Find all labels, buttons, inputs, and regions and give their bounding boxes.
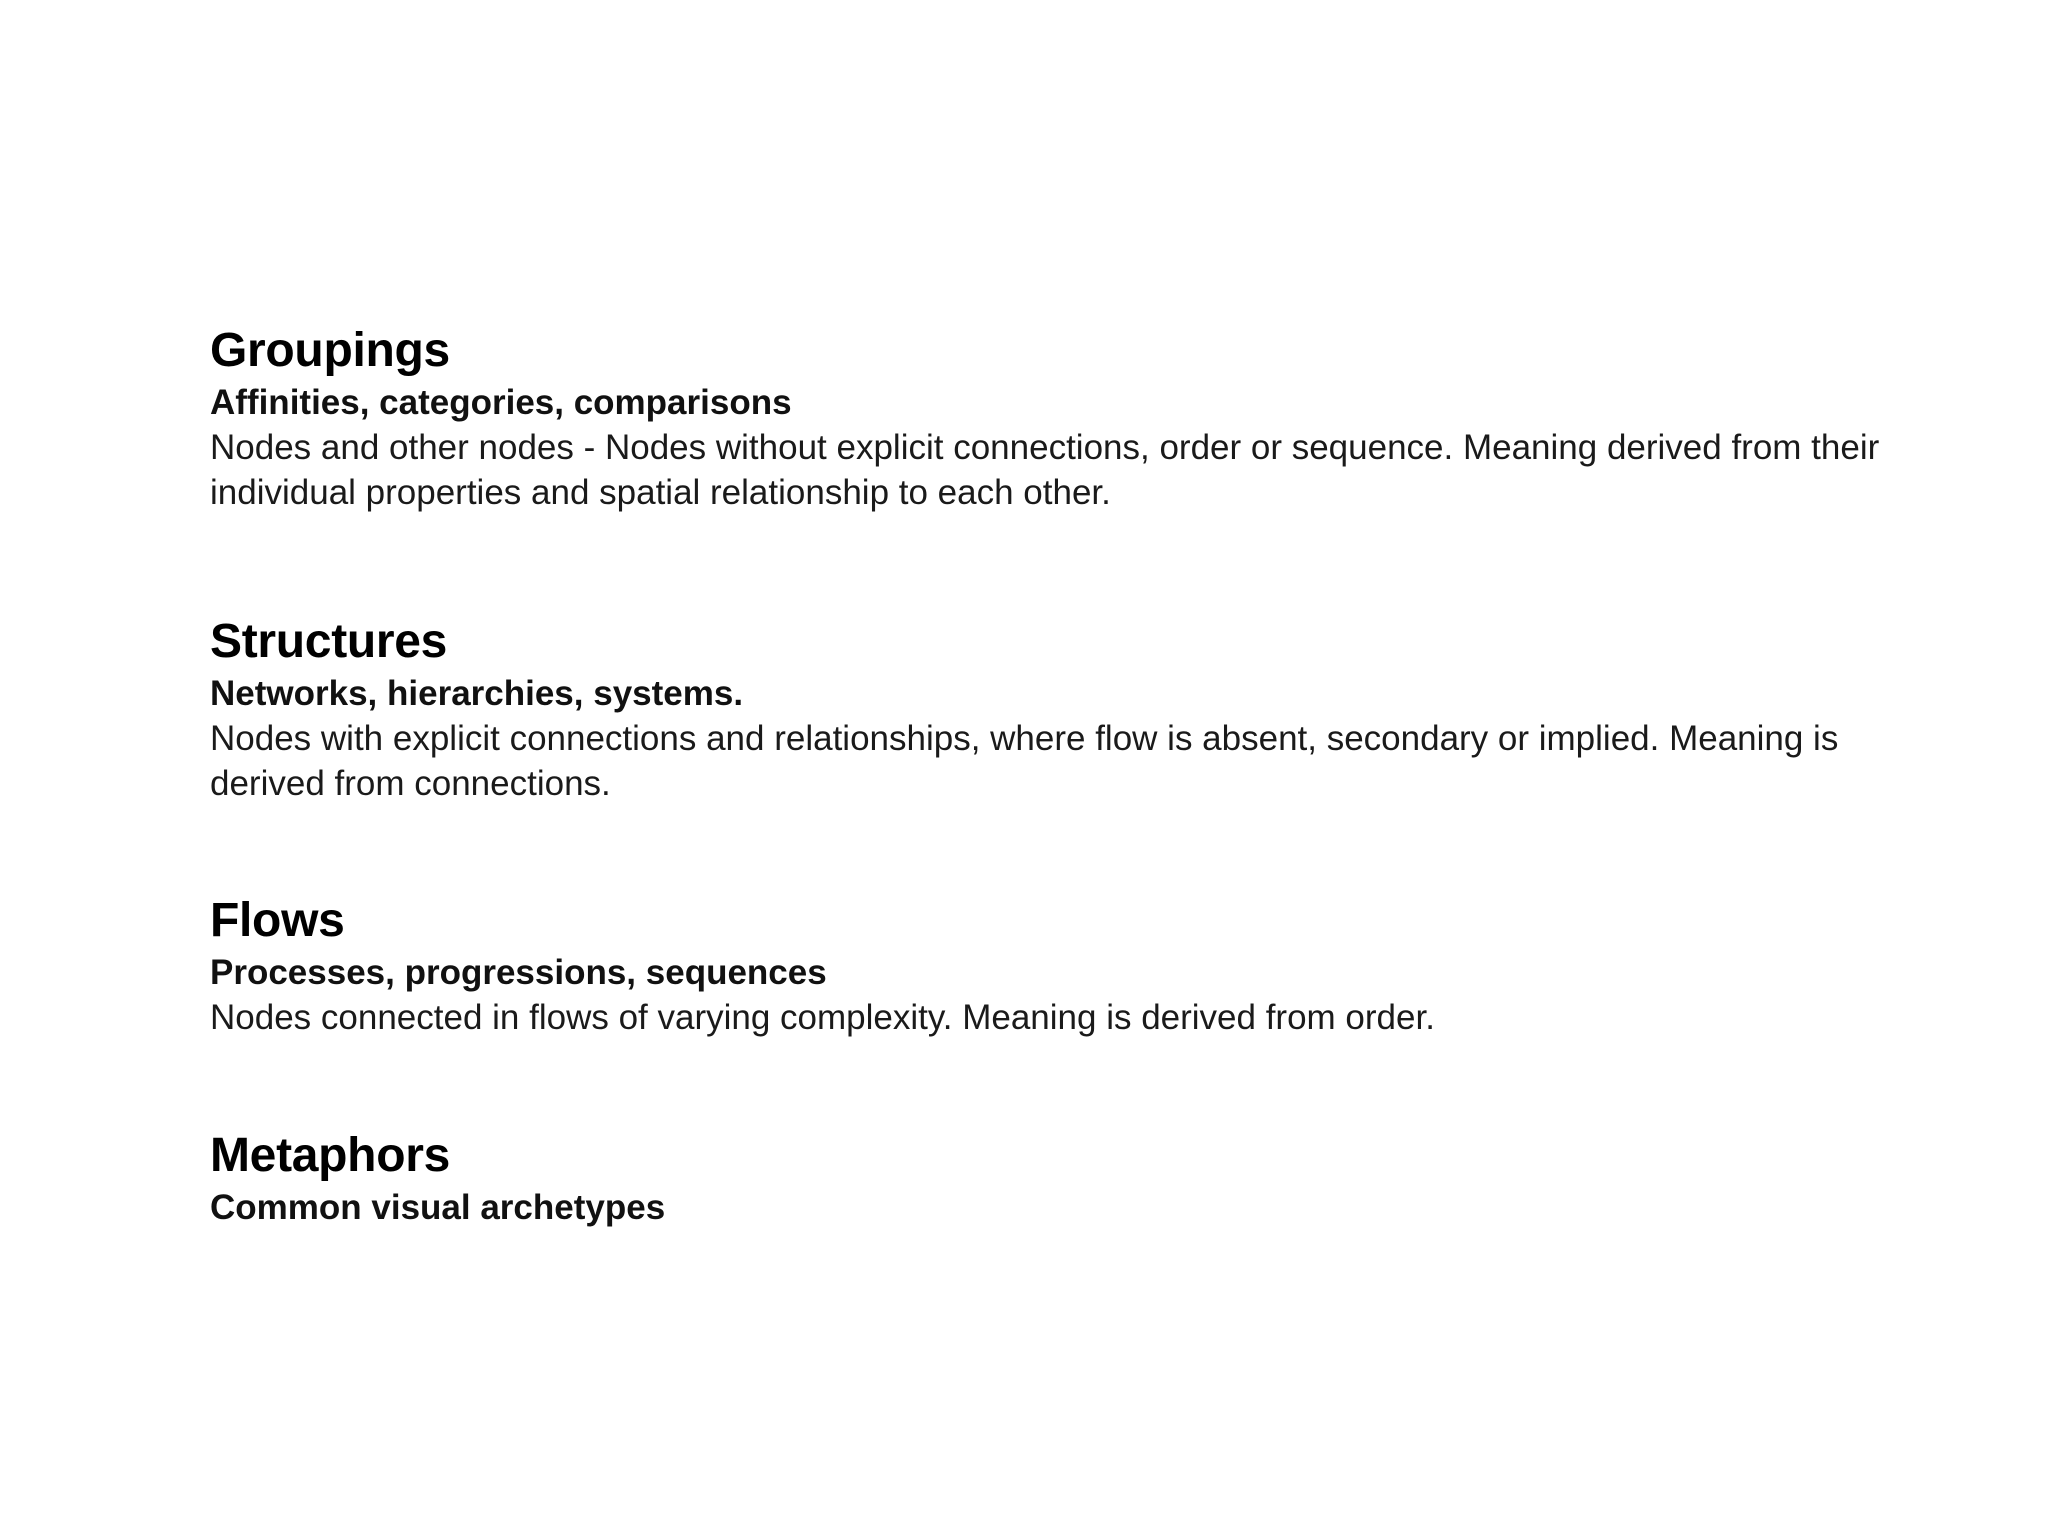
section-flows [210, 893, 1910, 1040]
section-title: Structures [210, 615, 448, 668]
section-title: Groupings [210, 324, 450, 377]
section-groupings [210, 323, 1910, 515]
section-title: Flows [210, 894, 345, 947]
section-title: Metaphors [210, 1129, 450, 1182]
section-metaphors [210, 1128, 1910, 1230]
section-subtitle: Processes, progressions, sequences [210, 953, 827, 992]
section-subtitle: Affinities, categories, comparisons [210, 383, 792, 422]
section-subtitle: Networks, hierarchies, systems. [210, 674, 744, 713]
section-description: Nodes and other nodes - Nodes without explicit connections, order or sequence. Meaning derived from their individual properties and spatial relationship to each other. [210, 428, 1880, 512]
section-subtitle: Common visual archetypes [210, 1188, 666, 1227]
section-description: Nodes connected in flows of varying complexity. Meaning is derived from order. [210, 998, 1435, 1037]
section-structures [210, 614, 1910, 806]
section-description: Nodes with explicit connections and relationships, where flow is absent, secondary or implied. Meaning is derived from connections. [210, 719, 1839, 803]
